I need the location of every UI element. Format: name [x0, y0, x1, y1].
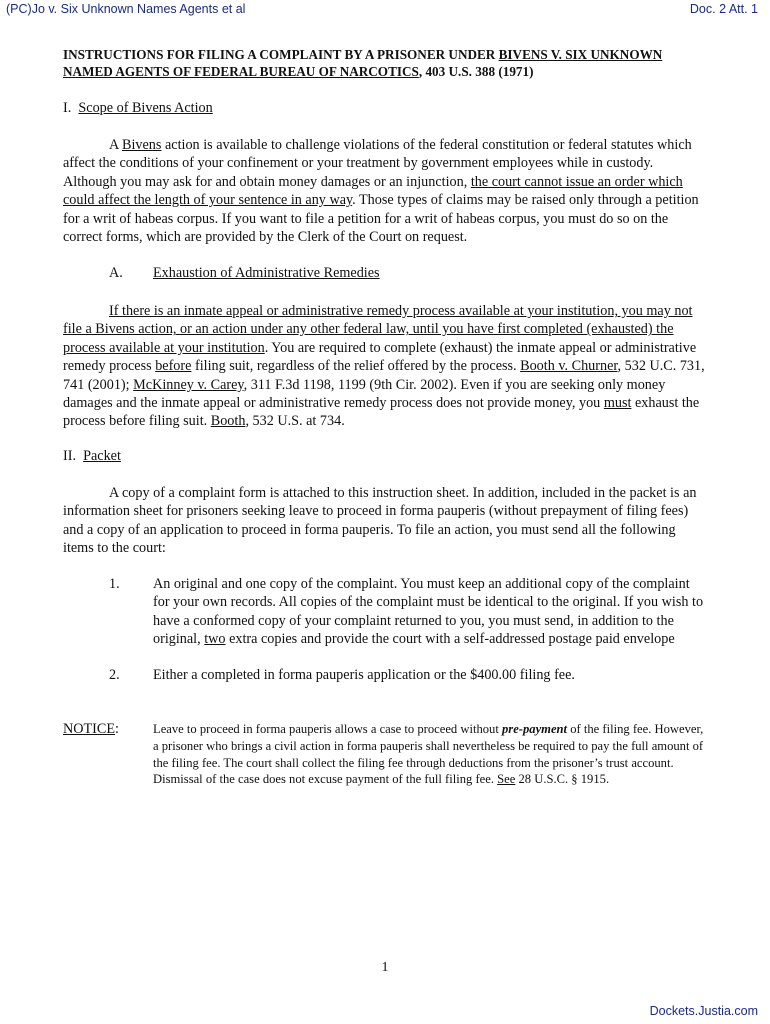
text-run: An original and one copy of the complaint. You must keep an additional copy of the complaint for your own records. All copies of the complaint must be identical to the original. If you wish to have a conformed copy of your complaint returned to you, you must send, in addition to the original, — [153, 576, 704, 648]
notice-label-text: NOTICE — [63, 721, 116, 737]
text-run-underlined: must — [603, 395, 632, 412]
notice-text — [153, 721, 708, 788]
section-heading-packet — [63, 447, 708, 465]
text-run: 28 U.S.C. § 1915. — [515, 772, 610, 787]
document-title — [63, 46, 708, 80]
page-number: 1 — [381, 960, 389, 975]
title-text: INSTRUCTIONS FOR FILING A COMPLAINT BY A PRISONER UNDER — [63, 47, 499, 62]
text-run-underlined: If there is an inmate appeal or administrative remedy process available at your institution, you may not file a Bivens action, or an action under any other federal law, until you have first completed (exhausted) the process available at your institution — [63, 303, 693, 356]
text-run: A — [109, 137, 123, 153]
text-run-underlined: before — [155, 358, 192, 375]
justia-footer-link[interactable]: Dockets.Justia.com — [649, 1004, 758, 1018]
text-run-underlined: Bivens — [122, 137, 162, 153]
text-run-emphasis: pre-payment — [502, 722, 568, 736]
case-citation: McKinney v. Carey — [133, 376, 244, 393]
subsection-heading-exhaustion — [63, 264, 708, 282]
docket-header-doc-number[interactable]: Doc. 2 Att. 1 — [689, 2, 758, 16]
list-item-number: 2. — [109, 666, 120, 683]
text-run: filing suit, regardless of the relief offered by the process. — [191, 358, 521, 375]
text-run: , 532 U.C. 731, 741 (2001); — [63, 358, 705, 393]
section-number: II. — [63, 448, 76, 464]
title-citation: , 403 U.S. 388 (1971) — [418, 64, 534, 79]
text-run: , 311 F.3d 1198, 1199 (9th Cir. 2002). Even if you are seeking only money damages and the inmate appeal or administrative remedy process does not provide money, you — [63, 376, 666, 412]
text-run: A copy of a complaint form is attached to this instruction sheet. In addition, included in the packet is an information sheet for prisoners seeking leave to proceed in forma pauperis (without prepayment of filing fees) and a copy of an application to proceed in forma pauperis. To file an action, you must send all the following items to the court: — [63, 485, 697, 557]
text-run: exhaust the process before filing suit. — [63, 395, 700, 430]
title-case-name: BIVENS V. SIX UNKNOWN NAMED AGENTS OF FEDERAL BUREAU OF NARCOTICS — [63, 47, 663, 79]
text-run: , 532 U.S. at 734. — [245, 413, 345, 430]
case-citation: Booth v. Churner — [520, 358, 618, 375]
subsection-title: Exhaustion of Administrative Remedies — [153, 265, 380, 281]
text-run: Leave to proceed in forma pauperis allows a case to proceed without — [153, 722, 502, 736]
docket-header-title[interactable]: (PC)Jo v. Six Unknown Names Agents et al — [6, 2, 246, 16]
section-title: Scope of Bivens Action — [78, 100, 213, 116]
text-run-underlined: two — [204, 631, 226, 648]
text-run: . You are required to complete (exhaust) the inmate appeal or administrative remedy process — [63, 339, 697, 375]
list-item-text — [153, 575, 708, 649]
text-run: action is available to challenge violations of the federal constitution or federal statutes which affect the conditions of your confinement or your treatment by government employees while in custody. Although you may ask for and obtain money damages or an injunction, — [63, 137, 692, 190]
notice-label-colon: : — [115, 721, 119, 737]
packet-items-list — [63, 575, 708, 701]
notice-block — [63, 721, 708, 788]
notice-label — [63, 721, 153, 788]
paragraph-exhaustion — [63, 302, 708, 431]
text-run-underlined: the court cannot issue an order which could affect the length of your sentence in any way — [63, 173, 683, 209]
text-run-underlined: See — [497, 772, 516, 787]
list-item — [63, 666, 708, 684]
section-title: Packet — [83, 448, 121, 464]
list-item — [63, 575, 708, 649]
subsection-number: A. — [109, 265, 123, 281]
case-citation: Booth — [210, 413, 246, 430]
text-run: of the filing fee. However, a prisoner who brings a civil action in forma pauperis shall nevertheless be required to pay the full amount of the filing fee. The court shall collect the filing fee through deductions from the prisoner’s trust account. Dismissal of the case does not excuse payment of the full filing fee. — [153, 722, 704, 787]
section-number: I. — [63, 100, 72, 116]
paragraph-scope — [63, 136, 708, 246]
section-heading-scope — [63, 99, 708, 117]
paragraph-packet — [63, 484, 708, 558]
text-run: . Those types of claims may be raised only through a petition for a writ of habeas corpus. If you want to file a petition for a writ of habeas corpus, you must do so on the correct forms, which are provided by the Clerk of the Court on request. — [63, 192, 699, 246]
text-run: extra copies and provide the court with a self-addressed postage paid envelope — [225, 631, 675, 648]
list-item-number: 1. — [109, 576, 120, 592]
list-item-text: Either a completed in forma pauperis application or the $400.00 filing fee. — [153, 666, 575, 683]
